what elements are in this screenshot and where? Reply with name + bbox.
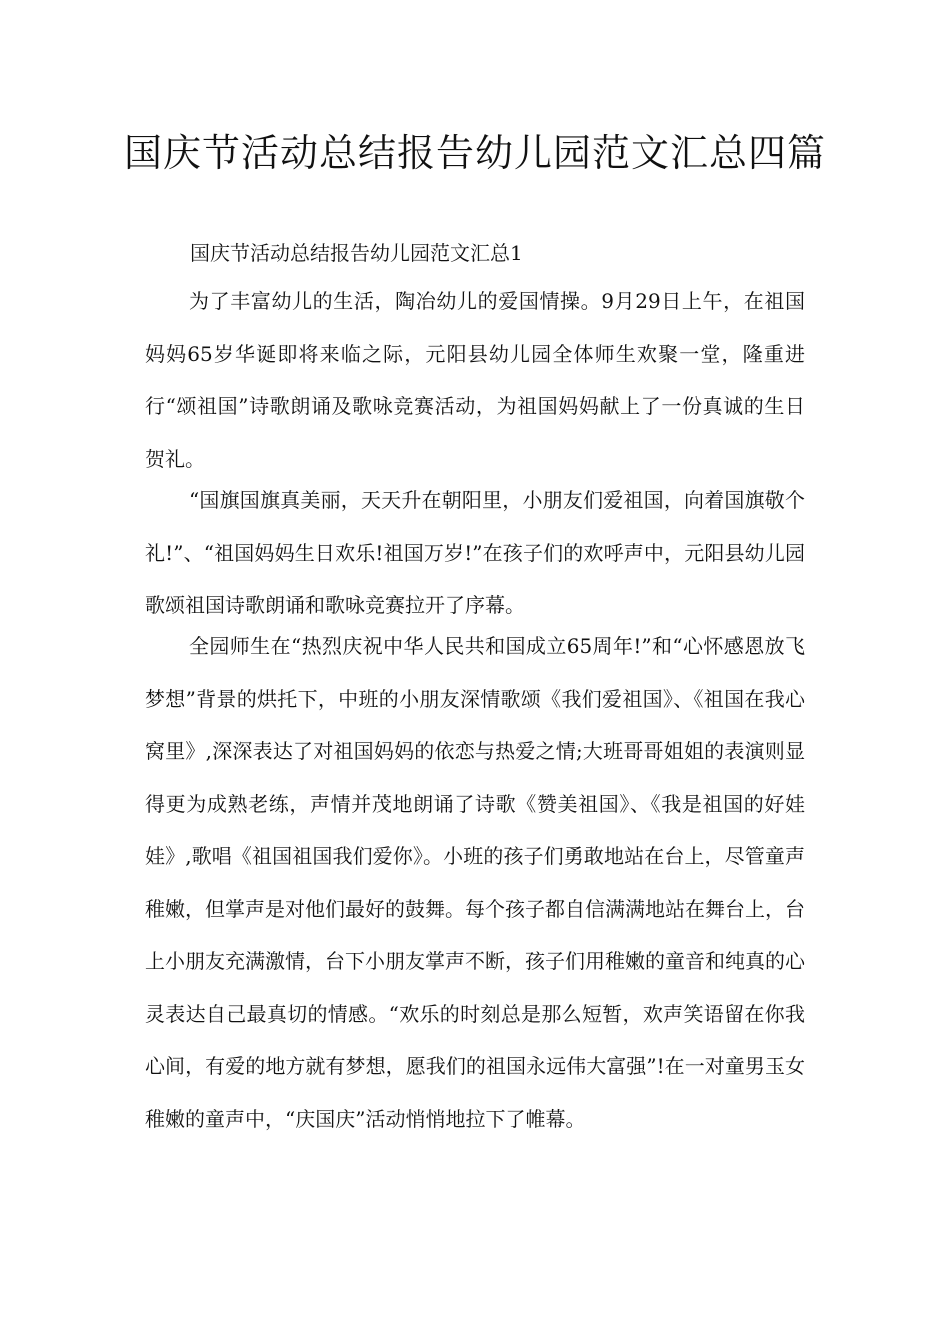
paragraph-3: 全园师生在“热烈庆祝中华人民共和国成立65周年!”和“心怀感恩放飞梦想”背景的烘托下，中班的小朋友深情歌颂《我们爱祖国》、《祖国在我心窝里》,深深表达了对祖国妈妈的依恋与热爱之情;大班哥哥姐姐的表演则显得更为成熟老练，声情并茂地朗诵了诗歌《赞美祖国》、《我是祖国的好娃娃》,歌唱《祖国祖国我们爱你》。小班的孩子们勇敢地站在台上，尽管童声稚嫩，但掌声是对他们最好的鼓舞。每个孩子都自信满满地站在舞台上，台上小朋友充满激情，台下小朋友掌声不断，孩子们用稚嫩的童音和纯真的心灵表达自己最真切的情感。“欢乐的时刻总是那么短暂，欢声笑语留在你我心间，有爱的地方就有梦想，愿我们的祖国永远伟大富强”!在一对童男玉女稚嫩的童声中，“庆国庆”活动悄悄地拉下了帷幕。 — [145, 634, 805, 1131]
paragraph-1: 为了丰富幼儿的生活，陶冶幼儿的爱国情操。9月29日上午，在祖国妈妈65岁华诞即将来临之际，元阳县幼儿园全体师生欢聚一堂，隆重进行“颂祖国”诗歌朗诵及歌咏竞赛活动，为祖国妈妈献上了一份真诚的生日贺礼。 — [145, 289, 805, 471]
document-title: 国庆节活动总结报告幼儿园范文汇总四篇 — [123, 131, 826, 175]
section-heading: 国庆节活动总结报告幼儿园范文汇总1 — [190, 241, 523, 265]
paragraph-2: “国旗国旗真美丽，天天升在朝阳里，小朋友们爱祖国，向着国旗敬个礼!”、“祖国妈妈生日欢乐!祖国万岁!”在孩子们的欢呼声中，元阳县幼儿园歌颂祖国诗歌朗诵和歌咏竞赛拉开了序幕。 — [145, 488, 805, 617]
